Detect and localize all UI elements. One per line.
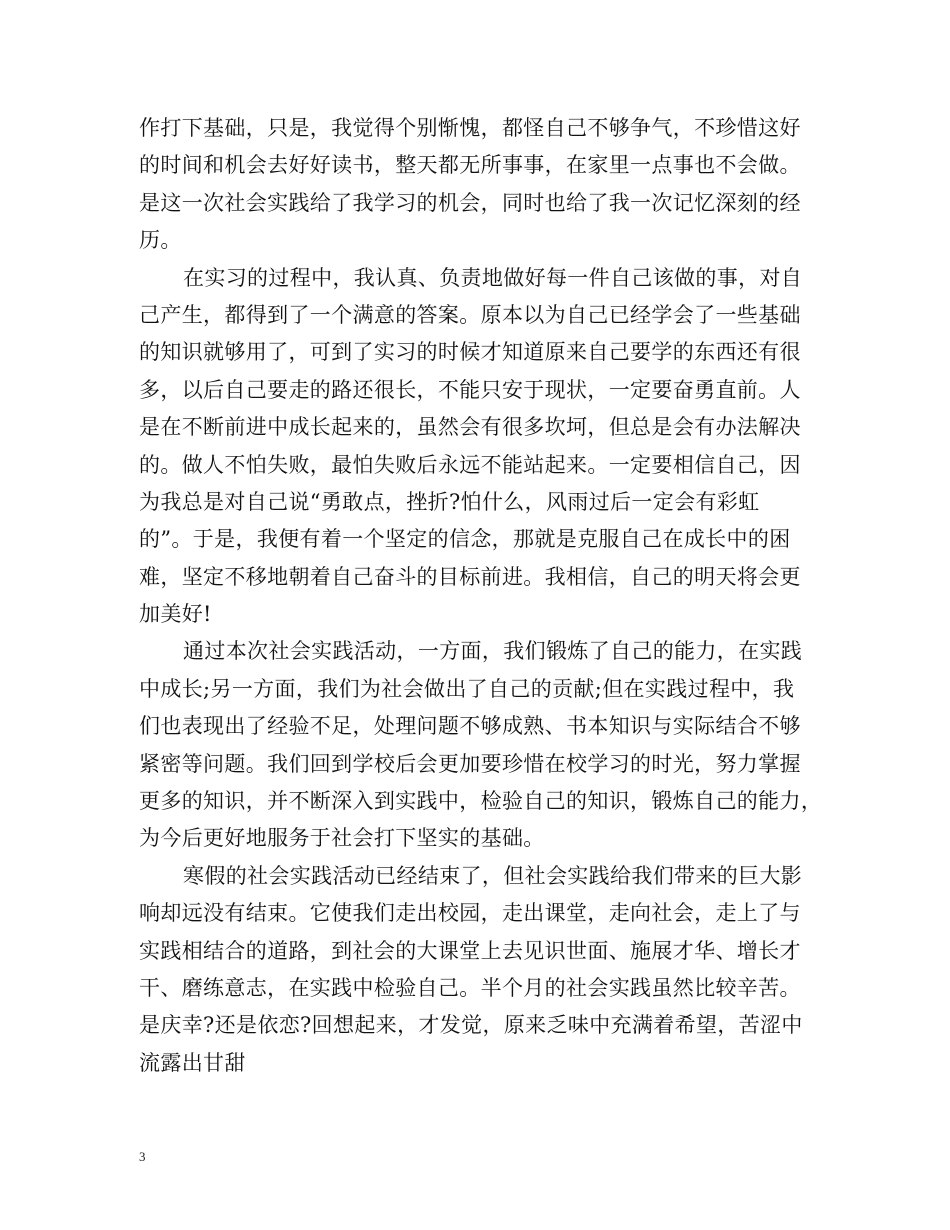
- text-line: 中成长;另一方面，我们为社会做出了自己的贡献;但在实践过程中，我: [139, 676, 795, 701]
- text-line: 作打下基础，只是，我觉得个别惭愧，都怪自己不够争气，不珍惜这好: [139, 116, 801, 140]
- text-line: 的”。于是，我便有着一个坚定的信念，那就是克服自己在成长中的困: [139, 527, 791, 552]
- text-line: 紧密等问题。我们回到学校后会更加要珍惜在校学习的时光，努力掌握: [139, 751, 801, 776]
- text-line: 是庆幸?还是依恋?回想起来，才发觉，原来乏味中充满着希望，苦涩中: [139, 1013, 803, 1038]
- text-line: 更多的知识，并不断深入到实践中，检验自己的知识，锻炼自己的能力，: [139, 789, 823, 814]
- text-line: 多，以后自己要走的路还很长，不能只安于现状，一定要奋勇直前。人: [139, 377, 801, 402]
- paragraph-first-line: 通过本次社会实践活动，一方面，我们锻炼了自己的能力，在实践: [183, 639, 803, 664]
- paragraph-first-line: 寒假的社会实践活动已经结束了，但社会实践给我们带来的巨大影: [183, 863, 803, 888]
- text-line: 流露出甘甜: [139, 1050, 246, 1075]
- text-line: 是在不断前进中成长起来的，虽然会有很多坎坷，但总是会有办法解决: [139, 415, 801, 440]
- text-line: 是这一次社会实践给了我学习的机会，同时也给了我一次记忆深刻的经: [139, 190, 801, 215]
- text-line: 为我总是对自己说“勇敢点，挫折?怕什么，风雨过后一定会有彩虹: [139, 489, 760, 514]
- page-number: 3: [139, 1149, 146, 1164]
- text-line: 响却远没有结束。它使我们走出校园，走出课堂，走向社会，走上了与: [139, 901, 801, 926]
- text-line: 的。做人不怕失败，最怕失败后永远不能站起来。一定要相信自己，因: [139, 452, 801, 477]
- text-line: 己产生，都得到了一个满意的答案。原本以为自己已经学会了一些基础: [139, 302, 801, 327]
- text-line: 历。: [139, 228, 182, 253]
- paragraph-first-line: 在实习的过程中，我认真、负责地做好每一件自己该做的事，对自: [183, 265, 803, 290]
- body-text: [139, 110, 823, 1082]
- text-line: 们也表现出了经验不足，处理问题不够成熟、书本知识与实际结合不够: [139, 714, 801, 739]
- text-line: 的知识就够用了，可到了实习的时候才知道原来自己要学的东西还有很: [139, 340, 801, 365]
- text-line: 实践相结合的道路，到社会的大课堂上去见识世面、施展才华、增长才: [139, 938, 801, 963]
- text-line: 难，坚定不移地朝着自己奋斗的目标前进。我相信，自己的明天将会更: [139, 564, 801, 589]
- text-line: 为今后更好地服务于社会打下坚实的基础。: [139, 826, 545, 851]
- text-line: 的时间和机会去好好读书，整天都无所事事，在家里一点事也不会做。: [139, 153, 801, 178]
- text-line: 加美好!: [139, 602, 212, 627]
- text-line: 干、磨练意志，在实践中检验自己。半个月的社会实践虽然比较辛苦。: [139, 975, 801, 1000]
